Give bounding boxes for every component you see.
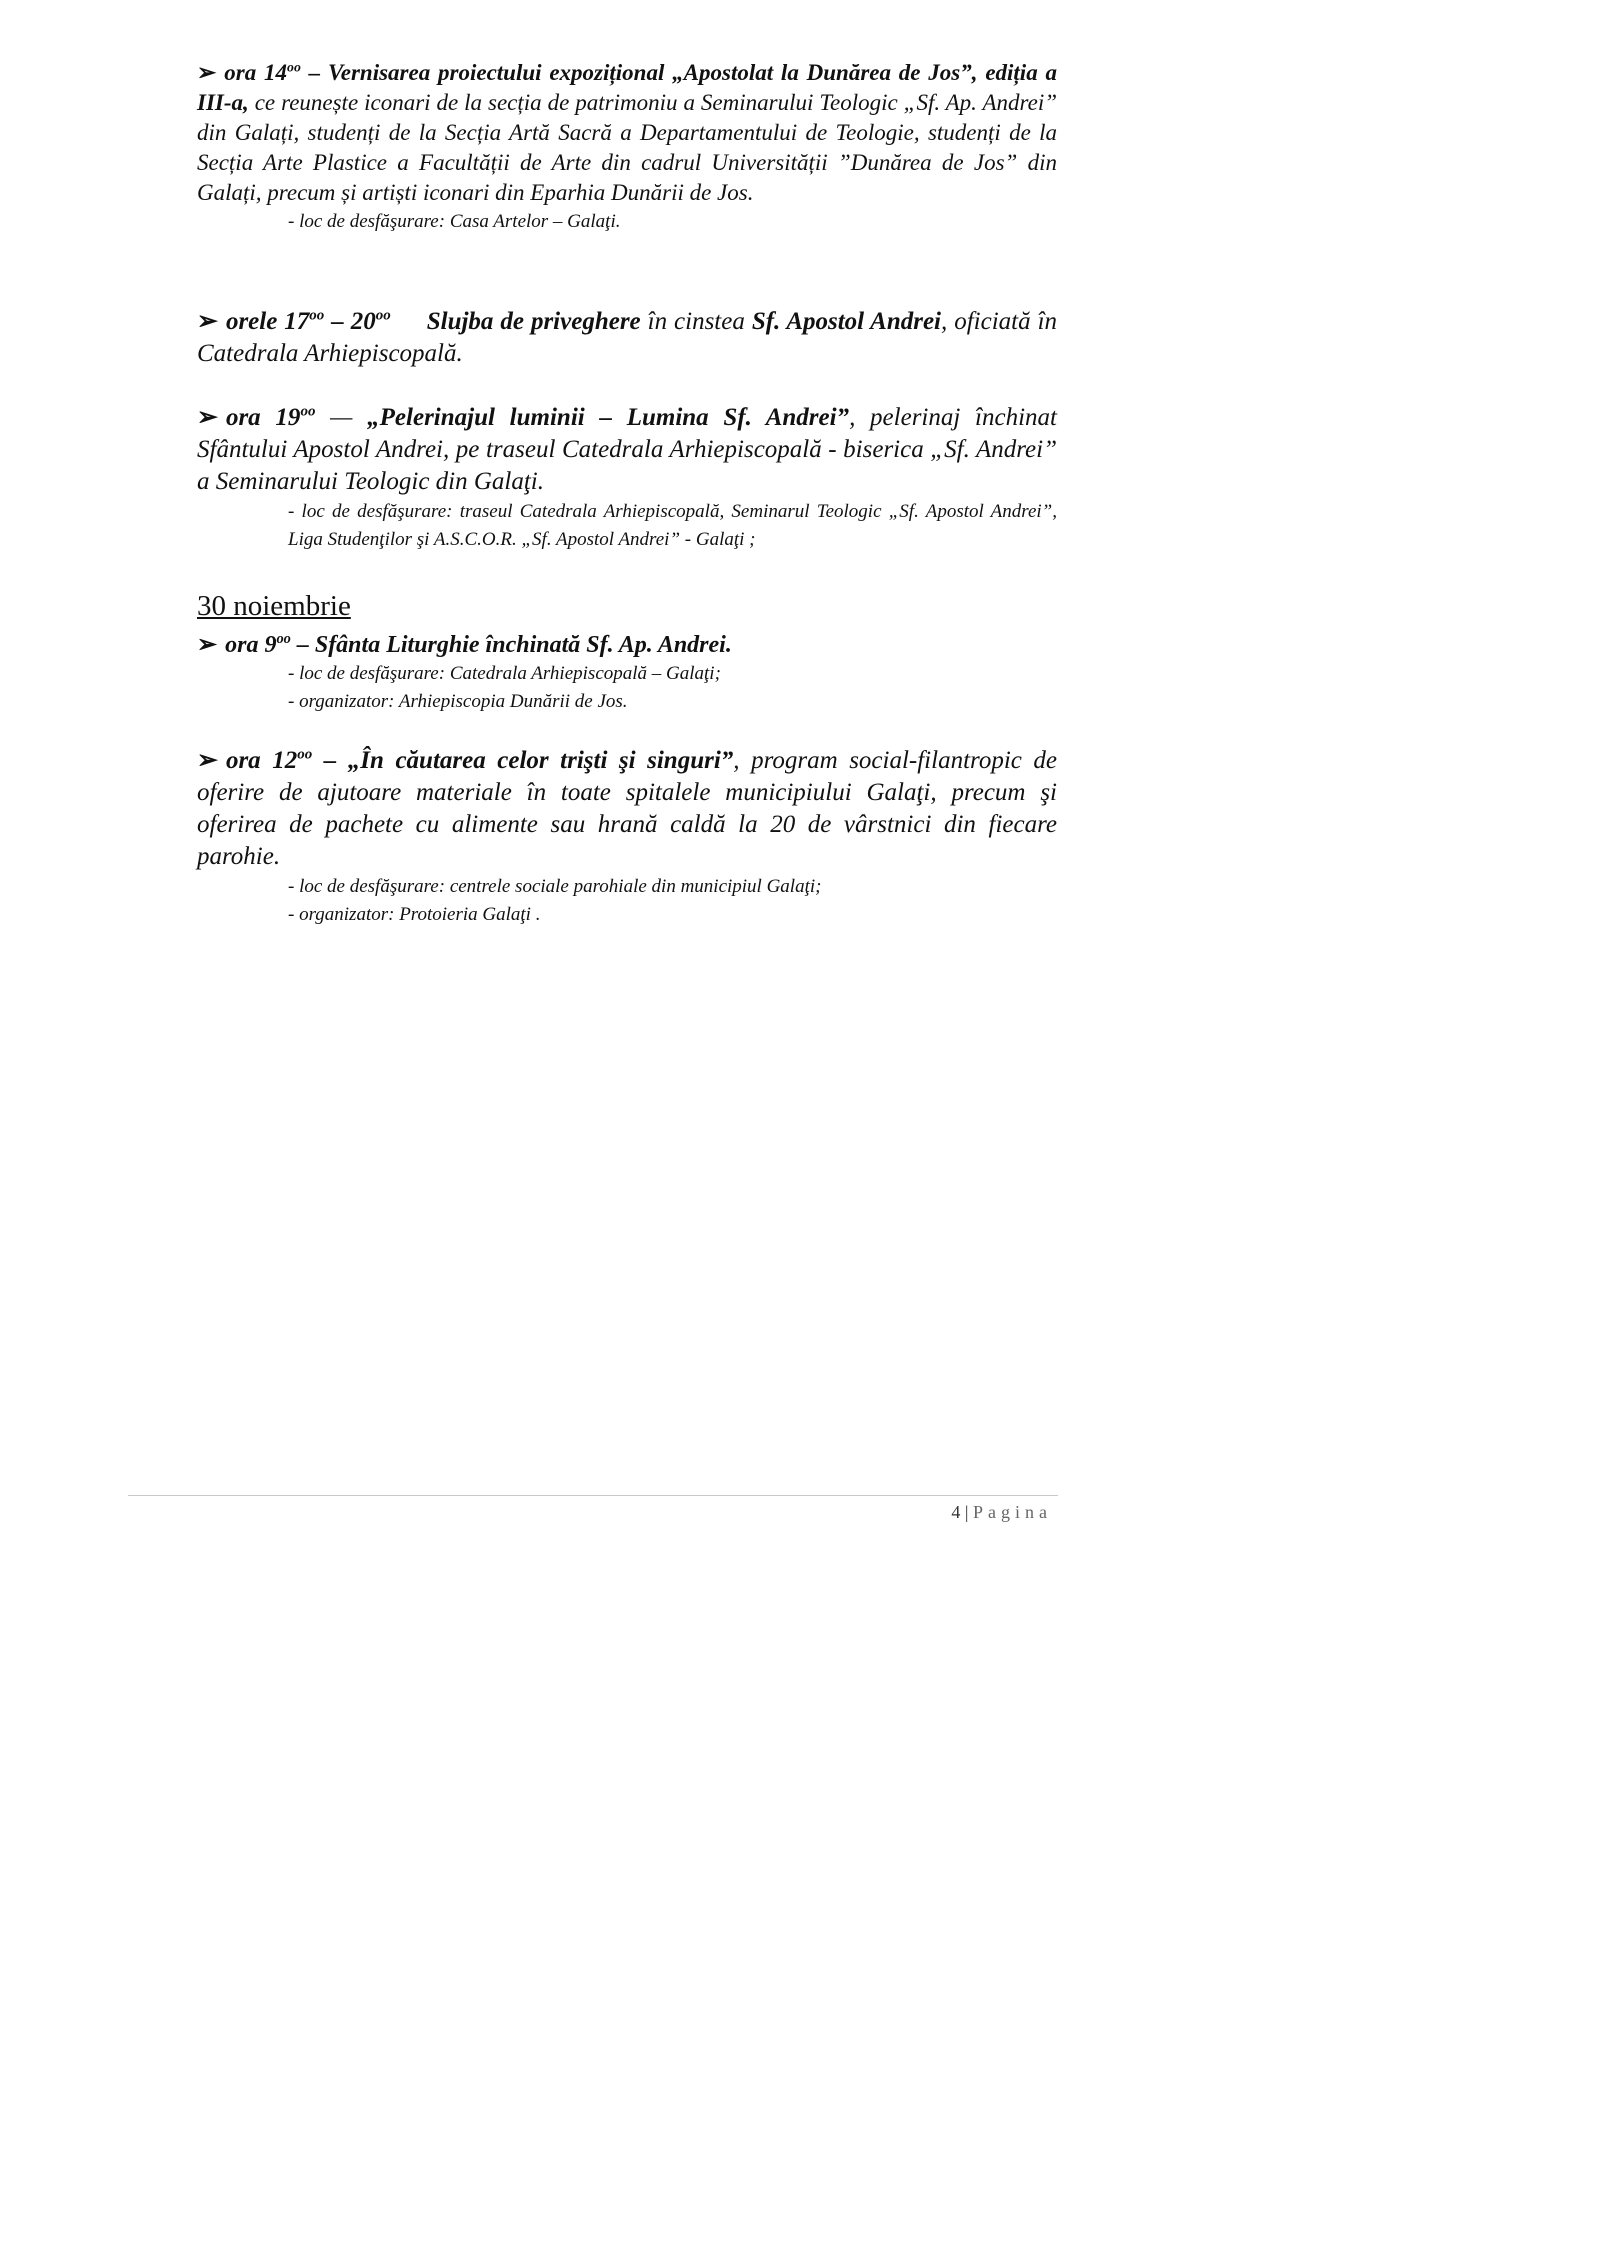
- event-time: ora 14: [224, 60, 288, 85]
- event-title: „În căutarea celor trişti şi singuri”: [347, 747, 734, 774]
- footer-divider: [128, 1495, 1058, 1496]
- event-saint: Sf. Apostol Andrei: [751, 308, 942, 335]
- event-location: - loc de desfăşurare: centrele sociale parohiale din municipiul Galaţi;: [288, 876, 822, 897]
- event-title: Vernisarea proiectului expozițional „Apostolat la Dunărea de Jos”, ediția a III-a,: [197, 60, 1058, 115]
- arrow-bullet-icon: ➢: [197, 308, 218, 335]
- event-location: - loc de desfăşurare: Casa Artelor – Galaţi.: [288, 211, 621, 232]
- event-description: ce reunește iconari de la secția de patrimoniu a Seminarului Teologic „Sf. Ap. Andrei” din Galați, studenți de la Secția Artă Sacră a Departamentului de Teologie, studenți de la Secția Arte Plastice a Facultății de Arte din cadrul Universității ”Dunărea de Jos” din Galați, precum și artiști iconari din Eparhia Dunării de Jos.: [197, 90, 1057, 205]
- page-footer: [951, 1502, 1052, 1523]
- event-time-end: – 20: [324, 308, 376, 335]
- event-title: Sfânta Liturghie închinată Sf. Ap. Andrei.: [314, 632, 732, 658]
- event-dash: –: [300, 60, 328, 85]
- event-program-social: [197, 745, 1057, 929]
- event-time-minutes: oo: [297, 746, 313, 763]
- event-lead: [197, 630, 1057, 660]
- event-time-minutes: oo: [287, 59, 301, 75]
- arrow-bullet-icon: ➢: [197, 747, 218, 774]
- event-vernisare: [197, 58, 1057, 236]
- event-dash: —: [315, 404, 368, 431]
- event-location: - loc de desfăşurare: traseul Catedrala Arhiepiscopală, Seminarul Teologic „Sf. Apostol Andrei”, Liga Studenţilor şi A.S.C.O.R. „Sf. Apostol Andrei” - Galaţi ;: [288, 501, 1057, 550]
- arrow-bullet-icon: ➢: [197, 60, 217, 85]
- event-time-minutes: oo: [276, 631, 291, 647]
- event-time: ora 12: [225, 747, 298, 774]
- event-time-minutes: oo: [300, 403, 316, 420]
- event-time: orele 17: [225, 308, 310, 335]
- event-dash: –: [312, 747, 348, 774]
- event-lead: [197, 402, 1057, 498]
- event-title: Slujba de priveghere: [426, 308, 641, 335]
- event-lead: [197, 745, 1057, 873]
- event-organizer: - organizator: Protoieria Galaţi .: [288, 904, 541, 925]
- arrow-bullet-icon: ➢: [197, 404, 218, 431]
- event-time-end-minutes: oo: [375, 307, 391, 324]
- event-time: ora 19: [225, 404, 301, 431]
- event-location: - loc de desfăşurare: Catedrala Arhiepiscopală – Galaţi;: [288, 663, 721, 684]
- event-pelerinaj: [197, 402, 1057, 554]
- event-description: , oficiată în Catedrala Arhiepiscopală.: [197, 308, 1058, 367]
- date-heading: 30 noiembrie: [197, 590, 351, 622]
- event-lead: [197, 306, 1057, 370]
- event-liturghie: [197, 630, 1057, 716]
- event-dash: –: [290, 632, 315, 658]
- page-number: 4: [951, 1502, 961, 1522]
- page-word: Pagina: [973, 1502, 1052, 1522]
- event-time-minutes: oo: [309, 307, 325, 324]
- footer-separator: |: [960, 1502, 973, 1522]
- event-description: , pelerinaj închinat Sfântului Apostol Andrei, pe traseul Catedrala Arhiepiscopală - biserica „Sf. Andrei” a Seminarului Teologic din Galaţi.: [197, 404, 1057, 495]
- event-time: ora 9: [225, 632, 277, 658]
- document-page: [0, 0, 1100, 1555]
- event-title: „Pelerinajul luminii – Lumina Sf. Andrei”: [367, 404, 850, 431]
- event-lead: [197, 58, 1057, 208]
- event-description: , program social-filantropic de oferire de ajutoare materiale în toate spitalele municipiului Galaţi, precum şi oferirea de pachete cu alimente sau hrană caldă la 20 de vârstnici din fiecare parohie.: [197, 747, 1057, 870]
- arrow-bullet-icon: ➢: [197, 632, 218, 658]
- event-text: în cinstea: [640, 308, 752, 335]
- event-organizer: - organizator: Arhiepiscopia Dunării de Jos.: [288, 691, 628, 712]
- event-priveghere: [197, 306, 1057, 370]
